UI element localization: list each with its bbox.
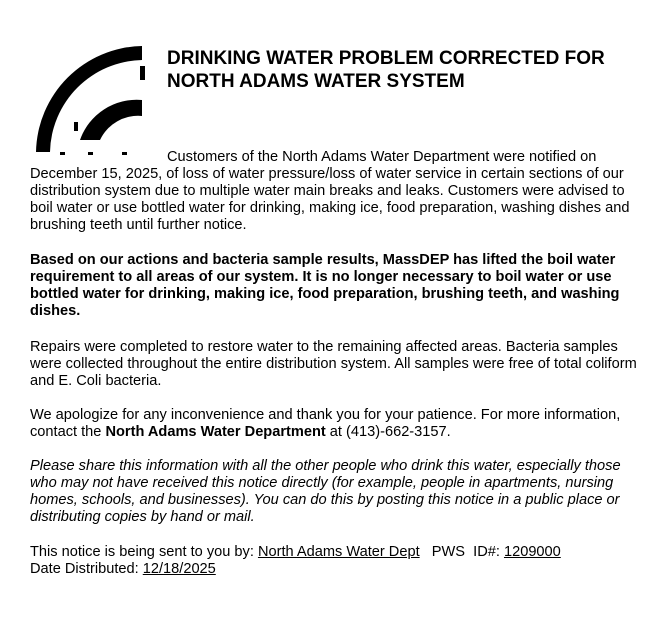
notice-title-line-2: NORTH ADAMS WATER SYSTEM [167,71,465,92]
date-distributed-line [30,561,648,578]
sent-by-label: This notice is being sent to you by: [30,544,258,560]
pws-id-value: 1209000 [503,544,561,560]
date-distributed-label: Date Distributed: [30,561,143,577]
notification-paragraph: Customers of the North Adams Water Department were notified on December 15, 2025, of loss of water pressure/loss of water service in certain sections of our distribution system due to multiple water main breaks and leaks. Customers were advised to boil water or use bottled water for drinking, making ice, food preparation, washing dishes and brushing teeth until further notice. [30,149,630,233]
notice-footer [30,544,648,578]
sent-by-value: North Adams Water Dept [257,544,420,560]
contact-text-before: We apologize for any inconvenience and thank you for your patience. For more information, contact the [30,407,621,440]
contact-phone-text: at (413)-662-3157. [325,424,451,440]
repairs-paragraph: Repairs were completed to restore water to the remaining affected areas. Bacteria samples were collected throughout the entire distribution system. All samples were free of total coliform and E. Coli bacteria. [30,339,637,389]
notice-title [167,47,637,93]
water-system-logo-icon [30,40,152,162]
sent-by-line [30,544,648,561]
contact-department-name: North Adams Water Department [105,424,326,440]
pws-id-label: PWS ID#: [419,544,504,560]
date-distributed-value: 12/18/2025 [142,561,216,577]
contact-paragraph [30,407,648,441]
share-notice-paragraph: Please share this information with all the other people who drink this water, especially those who may not have received this notice directly (for example, people in apartments, nursing homes, schools, and businesses). You can do this by posting this notice in a public place or distributing copies by hand or mail. [30,458,621,525]
notice-title-line-1: DRINKING WATER PROBLEM CORRECTED FOR [167,48,605,69]
boil-water-lifted-paragraph: Based on our actions and bacteria sample results, MassDEP has lifted the boil water requirement to all areas of our system. It is no longer necessary to boil water or use bottled water for drinking, making ice, food preparation, brushing teeth, and washing dishes. [30,252,620,319]
